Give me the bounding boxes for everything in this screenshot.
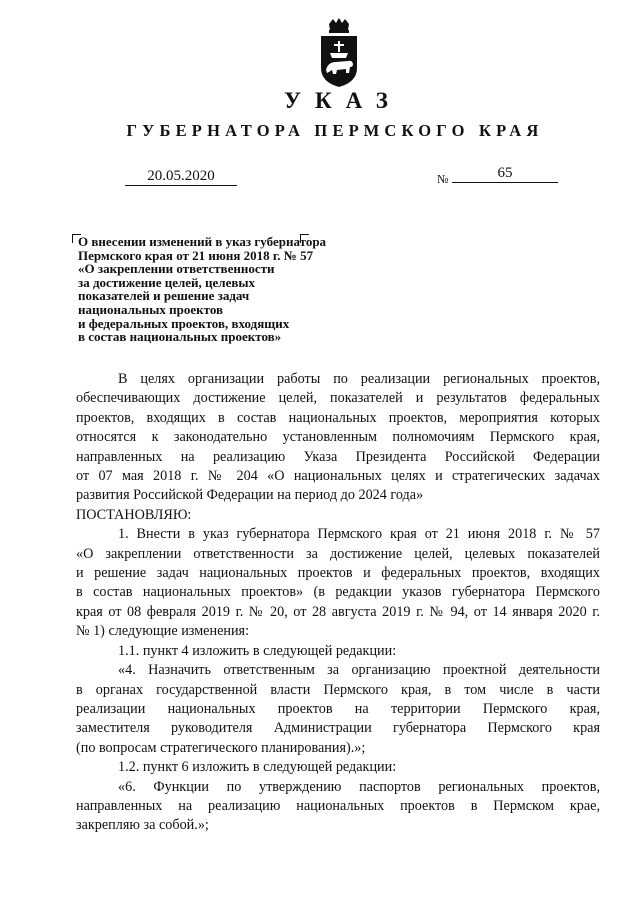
body-line: относятся к законодательно установленным полномочиям Пермского края, [76,429,600,446]
body-line: № 1) следующие изменения: [76,623,250,640]
body-line: 1. Внести в указ губернатора Пермского края от 21 июня 2018 г. № 57 [118,526,600,543]
document-date: 20.05.2020 [125,168,237,186]
decree-word: ПОСТАНОВЛЯЮ: [76,506,192,523]
body-line: заместителя руководителя Администрации губернатора Пермского края [76,720,600,737]
body-line: 1.2. пункт 6 изложить в следующей редакции: [118,759,397,776]
document-subtitle: ГУБЕРНАТОРА ПЕРМСКОГО КРАЯ [126,121,544,140]
subject-line: О внесении изменений в указ губернатора [78,234,327,249]
body-line: от 07 мая 2018 г. № 204 «О национальных целях и стратегических задачах [76,468,600,485]
body-line: развития Российской Федерации на период до 2024 года» [76,487,424,504]
subject-line: и федеральных проектов, входящих [78,315,290,331]
body-line: «О закреплении ответственности за достижение целей, целевых показателей [76,545,600,562]
subject-line: в состав национальных проектов» [78,329,282,345]
number-label: № [437,172,449,186]
body-line: «4. Назначить ответственным за организацию проектной деятельности [118,662,600,679]
body-line: в состав национальных проектов» (в редакции указов губернатора Пермского [76,584,600,601]
subject-line: показателей и решение задач [78,288,250,304]
body-line: проектов, входящих в состав национальных проектов, мероприятия которых [76,409,600,426]
body-line: края от 08 февраля 2019 г. № 20, от 28 августа 2019 г. № 94, от 14 января 2020 г. [76,603,600,620]
body-line: В целях организации работы по реализации региональных проектов, [118,371,600,387]
coat-of-arms-icon [318,18,360,88]
body-line: реализации национальных проектов на территории Пермского края, [76,700,600,717]
document-title: УКАЗ [284,88,402,113]
body-line: направленных на реализацию Указа Президента Российской Федерации [76,448,600,465]
body-line: 1.1. пункт 4 изложить в следующей редакции: [118,642,397,659]
body-line: направленных на реализацию национальных проектов в Пермском крае, [76,797,600,814]
body-line: закрепляю за собой.»; [76,817,209,834]
subject-line: «О закреплении ответственности [78,261,275,277]
subject-line: Пермского края от 21 июня 2018 г. № 57 [78,247,314,263]
body-line: в органах государственной власти Пермского края, в том числе в части [76,681,600,698]
document-number: 65 [452,164,558,183]
body-line: обеспечивающих достижение целей, показателей и результатов федеральных [76,390,600,407]
document-subject [78,235,388,344]
subject-line: национальных проектов [78,301,224,317]
document-body [76,370,600,836]
body-line: и решение задач национальных проектов и федеральных проектов, входящих [76,565,600,582]
subject-line: за достижение целей, целевых [78,274,256,290]
body-line: (по вопросам стратегического планирования).»; [76,739,366,756]
body-line: «6. Функции по утверждению паспортов региональных проектов, [118,778,600,795]
